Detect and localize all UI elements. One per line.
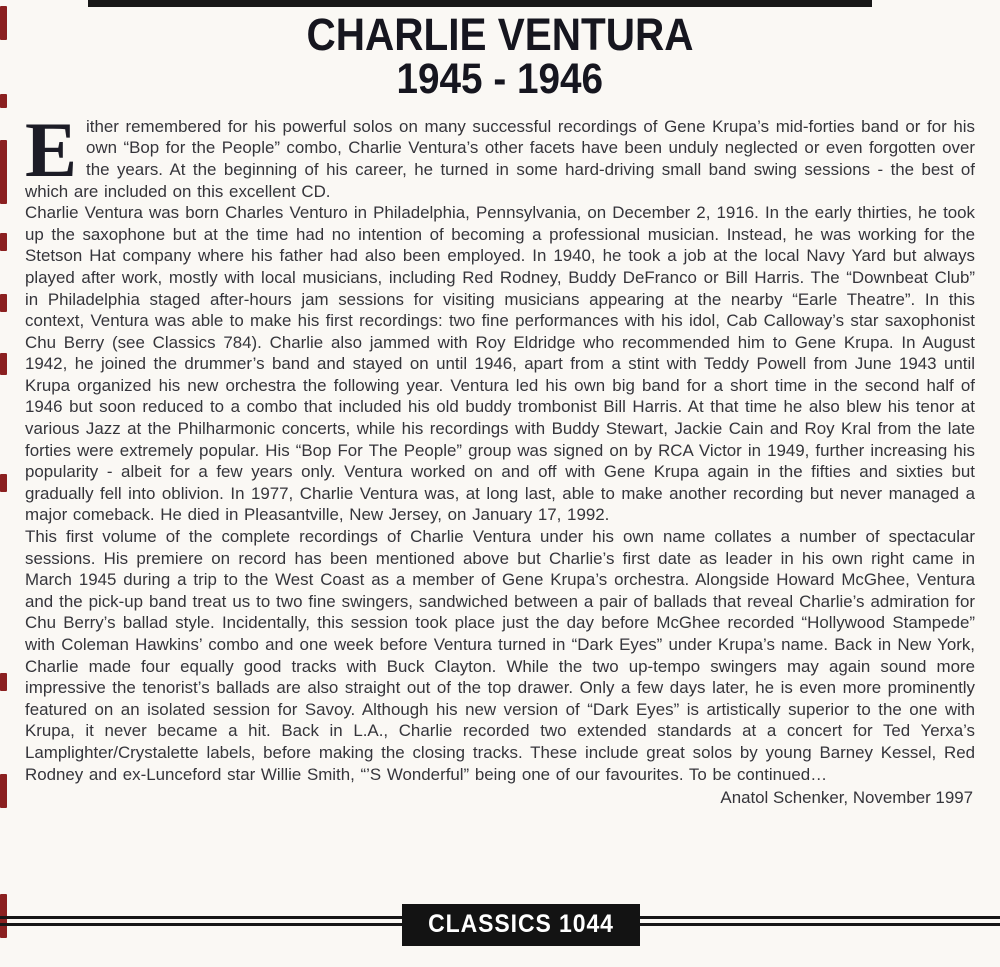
title-artist-text: CHARLIE VENTURA — [306, 9, 694, 60]
catalog-number-badge — [402, 904, 640, 946]
footer — [0, 910, 1000, 938]
title-years-text: 1945 - 1946 — [396, 54, 604, 103]
paragraph-sessions: This first volume of the complete recordings of Charlie Ventura under his own name collates a number of spectacular sessions. His premiere on record has been mentioned above but Charlie’s first date as leader in his own right came in March 1945 during a trip to the West Coast as a member of Gene Krupa’s orchestra. Alongside Howard McGhee, Ventura and the pick-up band treat us to two fine swingers, sandwiched between a pair of ballads that reveal Charlie’s admiration for Chu Berry’s ballad style. Incidentally, this session took place just the day before McGhee recorded “Hollywood Stampede” with Coleman Hawkins’ combo and one week before Ventura turned in “Dark Eyes” under Krupa’s name. Back in New York, Charlie made four equally good tracks with Buck Clayton. While the two up-tempo swingers may again sound more impressive the tenorist’s ballads are also straight out of the top drawer. Only a few days later, he is even more prominently featured on an isolated session for Savoy. Although his new version of “Dark Eyes” is artistically superior to the one with Krupa, it never became a hit. Back in L.A., Charlie recorded two extended standards at a concert for Ted Yerxa’s Lamplighter/Crystalette labels, before making the closing tracks. These include great solos by young Barney Kessel, Red Rodney and ex-Lunceford star Willie Smith, “’S Wonderful” being one of our favourites. To be continued… — [25, 527, 975, 784]
author-signature: Anatol Schenker, November 1997 — [720, 788, 973, 808]
title-years — [25, 54, 975, 103]
liner-notes-text — [25, 105, 975, 808]
title-artist — [25, 9, 975, 60]
paragraph-intro — [25, 105, 975, 202]
paragraph-biography: Charlie Ventura was born Charles Venturo in Philadelphia, Pennsylvania, on December 2, 1916. In the early thirties, he took up the saxophone but at the time had no intention of becoming a professional musician. Instead, he was working for the Stetson Hat company where his father had also been employed. In 1940, he took a job at the local Navy Yard but always played after work, mostly with local musicians, including Red Rodney, Buddy DeFranco or Bill Harris. The “Downbeat Club” in Philadelphia staged after-hours jam sessions for visiting musicians appearing at the nearby “Earle Theatre”. In this context, Ventura was able to make his first recordings: two fine performances with his idol, Cab Calloway’s star saxophonist Chu Berry (see Classics 784). Charlie also jammed with Roy Eldridge who recommended him to Gene Krupa. In August 1942, he joined the drummer’s band and stayed on until 1946, apart from a stint with Teddy Powell from June 1943 until Krupa organized his new orchestra the following year. Ventura led his own big band for a short time in the second half of 1946 but soon reduced to a combo that included his old buddy trombonist Bill Harris. At that time he also blew his tenor at various Jazz at the Philharmonic concerts, while his recordings with Buddy Stewart, Jackie Cain and Roy Kral from the late forties were extremely popular. His “Bop For The People” group was signed on by RCA Victor in 1949, further increasing his popularity - albeit for a few years only. Ventura worked on and off with Gene Krupa again in the fifties and sixties but gradually fell into oblivion. In 1977, Charlie Ventura was, at long last, able to make another recording but never managed a major comeback. He died in Pleasantville, New Jersey, on January 17, 1992. — [25, 203, 975, 525]
catalog-number-text: CLASSICS 1044 — [428, 910, 614, 938]
paragraph-intro-text: ither remembered for his powerful solos on many successful recordings of Gene Krupa’s mid-forties band or for his own “Bop for the People” combo, Charlie Ventura’s other facets have been unduly neglected or even forgotten over the years. At the beginning of his career, he turned in some hard-driving small band swing sessions - the best of which are included on this excellent CD. — [25, 116, 975, 201]
dropcap-letter: E — [25, 105, 78, 193]
page-title — [25, 9, 975, 103]
